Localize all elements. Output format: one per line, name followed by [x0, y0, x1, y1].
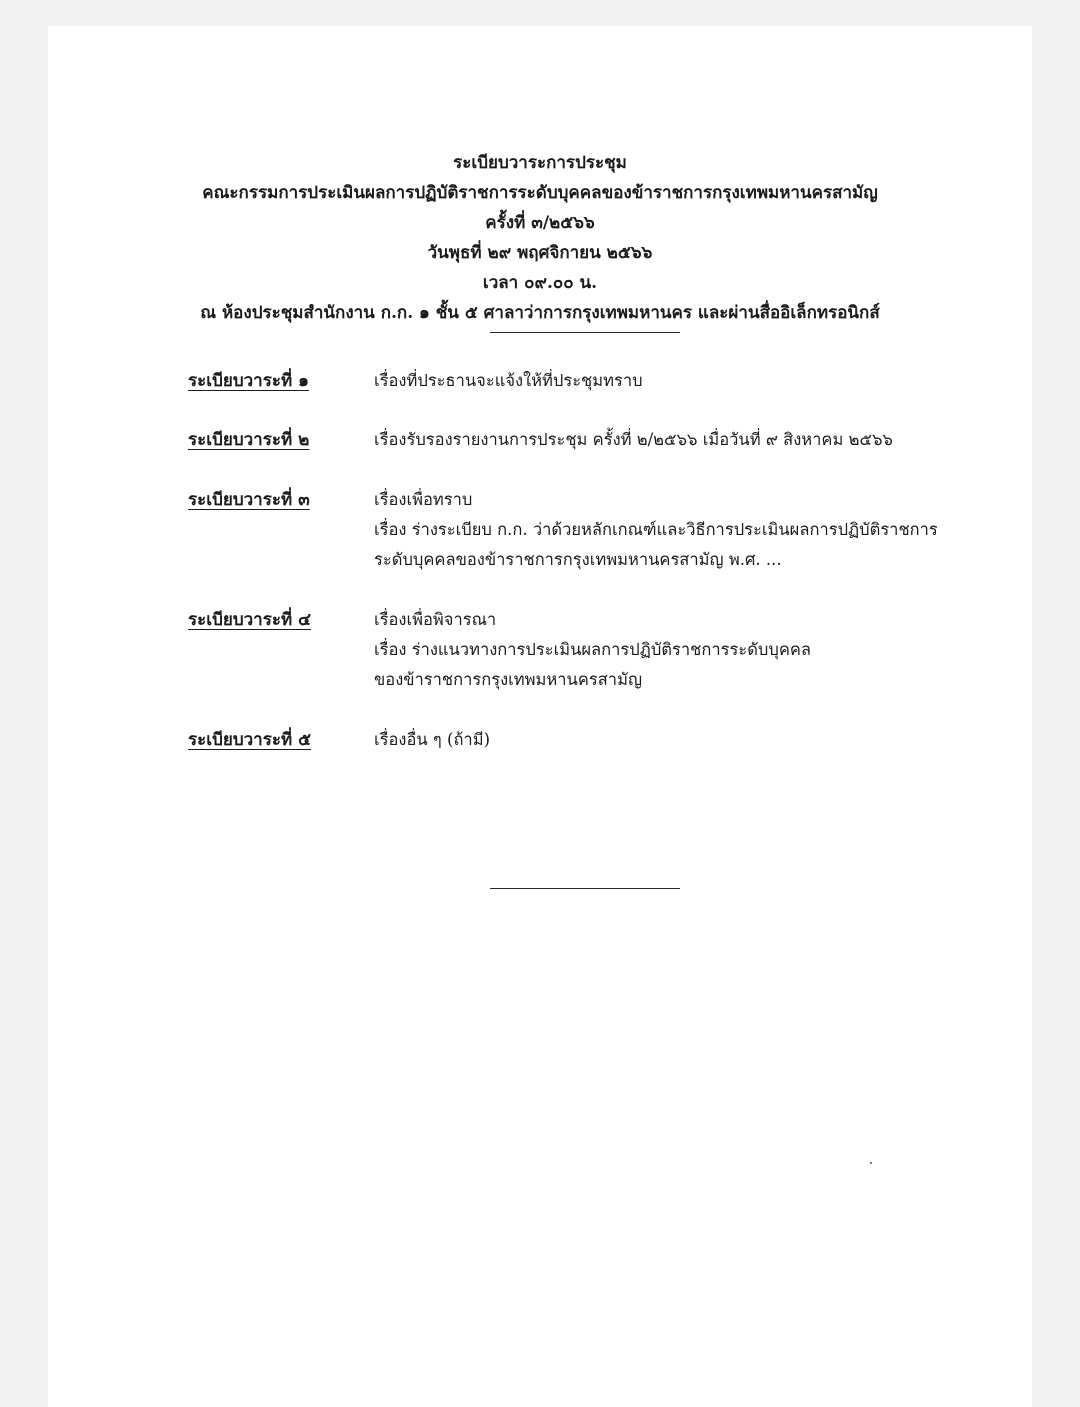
agenda-item-line: ระดับบุคคลของข้าราชการกรุงเทพมหานครสามัญ พ.ศ. ...	[374, 550, 782, 569]
agenda-item-line: เรื่องที่ประธานจะแจ้งให้ที่ประชุมทราบ	[374, 371, 643, 390]
bottom-divider	[490, 888, 680, 889]
agenda-item-line: ของข้าราชการกรุงเทพมหานครสามัญ	[374, 670, 643, 689]
agenda-header	[48, 148, 1032, 328]
document-title: ระเบียบวาระการประชุม	[453, 153, 627, 173]
agenda-item-line: เรื่องรับรองรายงานการประชุม ครั้งที่ ๒/๒๕๖๖ เมื่อวันที่ ๙ สิงหาคม ๒๕๖๖	[374, 430, 893, 449]
agenda-item-body	[374, 366, 944, 396]
agenda-item-body	[374, 425, 944, 455]
meeting-time: เวลา ๐๙.๐๐ น.	[482, 273, 598, 293]
agenda-item-body	[374, 605, 944, 695]
document-page	[48, 26, 1032, 1407]
agenda-item-line: เรื่อง ร่างแนวทางการประเมินผลการปฏิบัติราชการระดับบุคคล	[374, 640, 812, 659]
meeting-session: ครั้งที่ ๓/๒๕๖๖	[485, 213, 595, 233]
meeting-date: วันพุธที่ ๒๙ พฤศจิกายน ๒๕๖๖	[427, 243, 653, 263]
agenda-item-line: เรื่อง ร่างระเบียบ ก.ก. ว่าด้วยหลักเกณฑ์และวิธีการประเมินผลการปฏิบัติราชการ	[374, 520, 938, 539]
scan-speck	[870, 1162, 872, 1164]
agenda-item-label: ระเบียบวาระที่ ๔	[188, 610, 311, 630]
top-divider	[490, 332, 680, 333]
agenda-item-label: ระเบียบวาระที่ ๓	[188, 490, 310, 510]
agenda-item-label: ระเบียบวาระที่ ๕	[188, 730, 311, 750]
meeting-venue: ณ ห้องประชุมสำนักงาน ก.ก. ๑ ชั้น ๕ ศาลาว่าการกรุงเทพมหานคร และผ่านสื่ออิเล็กทรอนิกส์	[200, 303, 880, 323]
agenda-item-body	[374, 725, 944, 755]
agenda-item-line: เรื่องเพื่อทราบ	[374, 490, 473, 509]
agenda-item-label: ระเบียบวาระที่ ๒	[188, 430, 310, 450]
committee-name: คณะกรรมการประเมินผลการปฏิบัติราชการระดับบุคคลของข้าราชการกรุงเทพมหานครสามัญ	[202, 183, 878, 203]
agenda-item-body	[374, 485, 944, 575]
agenda-item-line: เรื่องอื่น ๆ (ถ้ามี)	[374, 730, 491, 749]
agenda-item-label: ระเบียบวาระที่ ๑	[188, 371, 309, 391]
agenda-item-line: เรื่องเพื่อพิจารณา	[374, 610, 497, 629]
